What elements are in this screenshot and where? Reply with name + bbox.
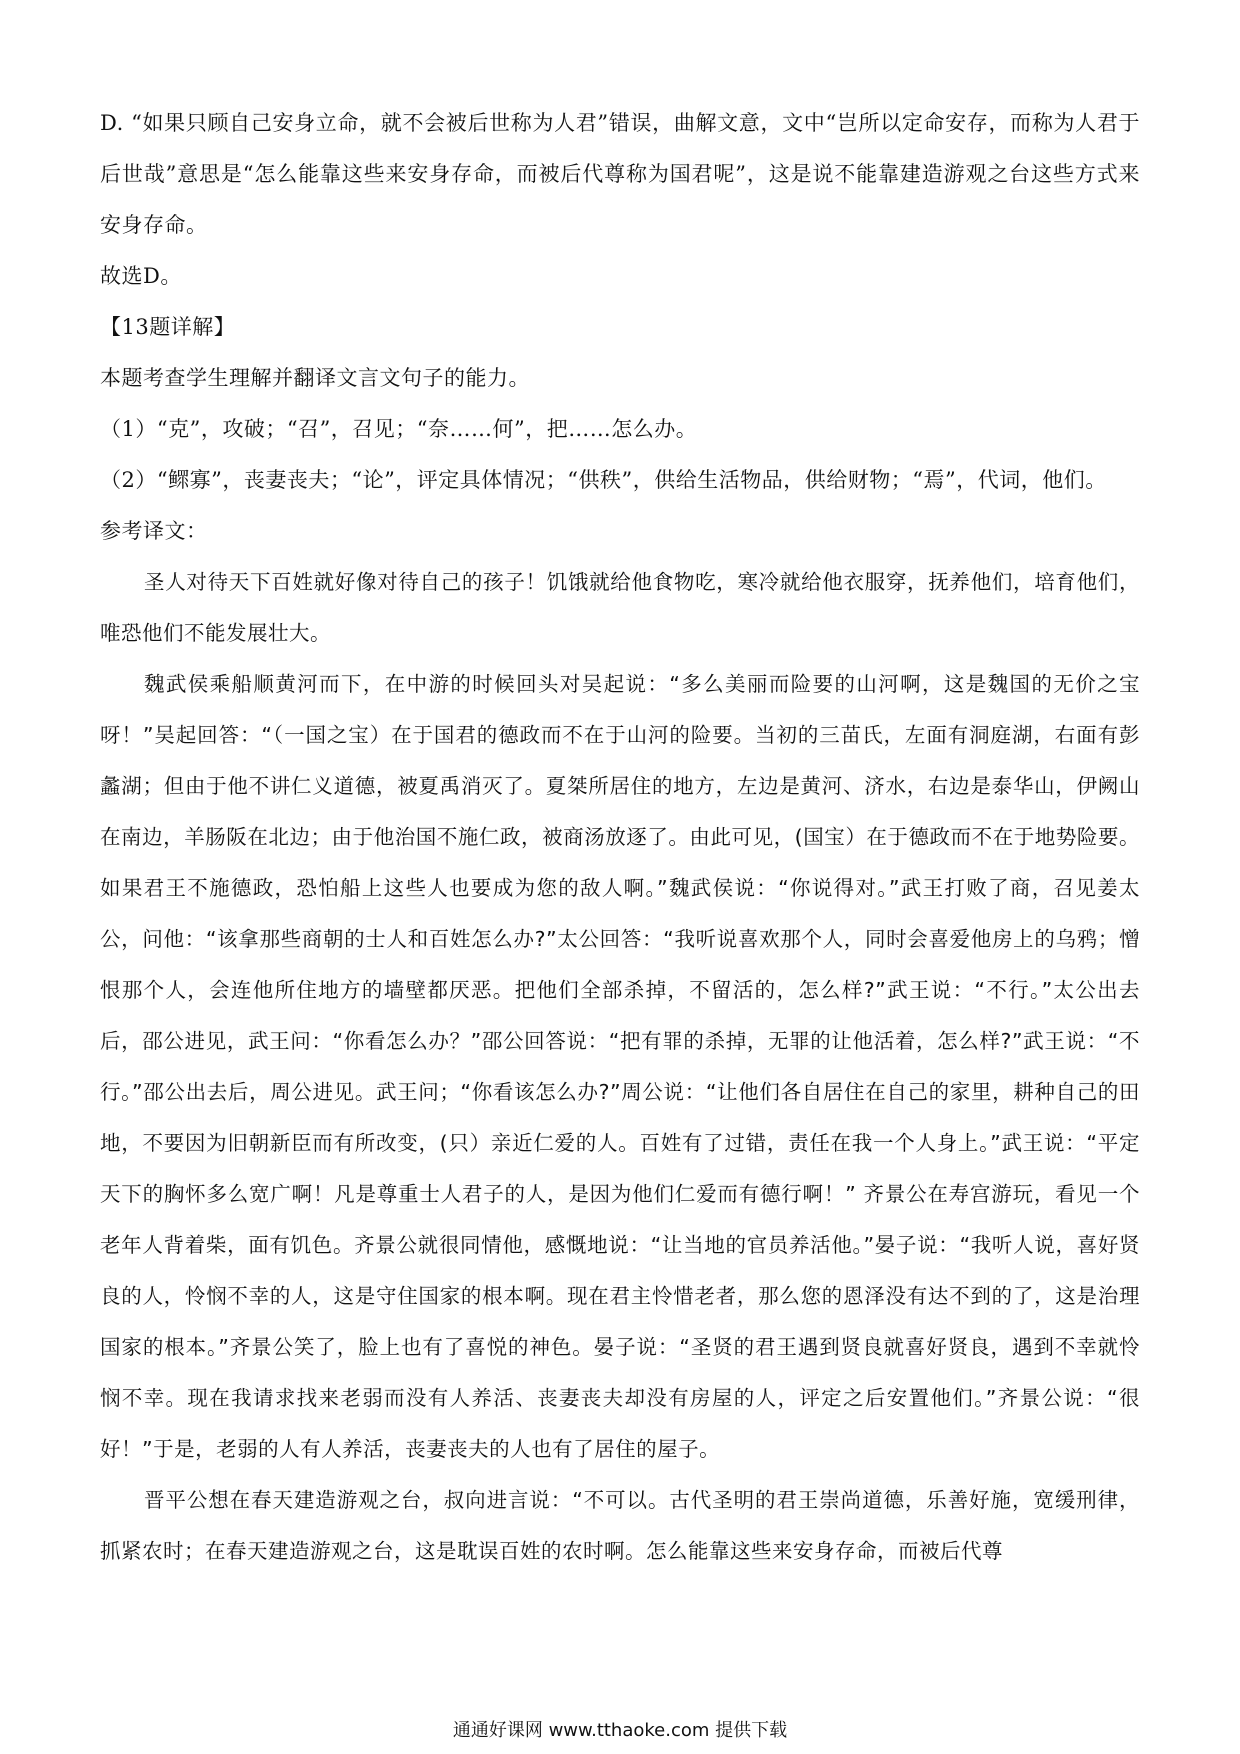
translation-paragraph: 晋平公想在春天建造游观之台，叔向进言说：“不可以。古代圣明的君王崇尚道德，乐善好施，宽缓刑律，抓紧农时；在春天建造游观之台，这是耽误百姓的农时啊。怎么能靠这些来安身存命，而被后代尊 bbox=[100, 1488, 1140, 1563]
page-footer: 通通好课网 www.tthaoke.com 提供下载 bbox=[452, 1720, 788, 1741]
question-13-heading: 【13题详解】 bbox=[100, 315, 236, 339]
question-13-item-1: （1）“克”，攻破；“召”，召见；“奈……何”，把……怎么办。 bbox=[100, 417, 698, 441]
answer-conclusion: 故选D。 bbox=[100, 264, 182, 288]
translation-paragraph: 圣人对待天下百姓就好像对待自己的孩子！饥饿就给他食物吃，寒冷就给他衣服穿，抚养他们，培育他们，唯恐他们不能发展壮大。 bbox=[100, 570, 1140, 645]
document-body bbox=[100, 98, 1140, 1577]
answer-option-d-explanation: D. “如果只顾自己安身立命，就不会被后世称为人君”错误，曲解文意，文中“岂所以定命安存，而称为人君于后世哉”意思是“怎么能靠这些来安身存命，而被后代尊称为国君呢”，这是说不能靠建造游观之台这些方式来安身存命。 bbox=[100, 111, 1140, 237]
translation-label: 参考译文： bbox=[100, 519, 208, 543]
question-13-item-2: （2）“鳏寡”，丧妻丧夫；“论”，评定具体情况；“供秩”，供给生活物品，供给财物；“焉”，代词，他们。 bbox=[100, 468, 1107, 492]
question-13-intro: 本题考查学生理解并翻译文言文句子的能力。 bbox=[100, 366, 530, 390]
translation-paragraph: 魏武侯乘船顺黄河而下，在中游的时候回头对吴起说：“多么美丽而险要的山河啊，这是魏国的无价之宝呀！”吴起回答：“（一国之宝）在于国君的德政而不在于山河的险要。当初的三苗氏，左面有洞庭湖，右面有彭蠡湖；但由于他不讲仁义道德，被夏禹消灭了。夏桀所居住的地方，左边是黄河、济水，右边是泰华山，伊阙山在南边，羊肠阪在北边；由于他治国不施仁政，被商汤放逐了。由此可见，(国宝）在于德政而不在于地势险要。如果君王不施德政，恐怕船上这些人也要成为您的敌人啊。”魏武侯说：“你说得对。”武王打败了商，召见姜太公，问他：“该拿那些商朝的士人和百姓怎么办?”太公回答：“我听说喜欢那个人，同时会喜爱他房上的乌鸦；憎恨那个人，会连他所住地方的墙壁都厌恶。把他们全部杀掉，不留活的，怎么样?”武王说：“不行。”太公出去后，邵公进见，武王问：“你看怎么办？”邵公回答说：“把有罪的杀掉，无罪的让他活着，怎么样?”武王说：“不行。”邵公出去后，周公进见。武王问；“你看该怎么办?”周公说：“让他们各自居住在自己的家里，耕种自己的田地，不要因为旧朝新臣而有所改变，(只）亲近仁爱的人。百姓有了过错，责任在我一个人身上。”武王说：“平定天下的胸怀多么宽广啊！凡是尊重士人君子的人，是因为他们仁爱而有德行啊！” 齐景公在寿宫游玩，看见一个老年人背着柴，面有饥色。齐景公就很同情他，感慨地说：“让当地的官员养活他。”晏子说：“我听人说，喜好贤良的人，怜悯不幸的人，这是守住国家的根本啊。现在君主怜惜老者，那么您的恩泽没有达不到的了，这是治理国家的根本。”齐景公笑了，脸上也有了喜悦的神色。晏子说：“圣贤的君王遇到贤良就喜好贤良，遇到不幸就怜悯不幸。现在我请求找来老弱而没有人养活、丧妻丧夫却没有房屋的人，评定之后安置他们。”齐景公说：“很好！”于是，老弱的人有人养活，丧妻丧夫的人也有了居住的屋子。 bbox=[100, 672, 1140, 1461]
